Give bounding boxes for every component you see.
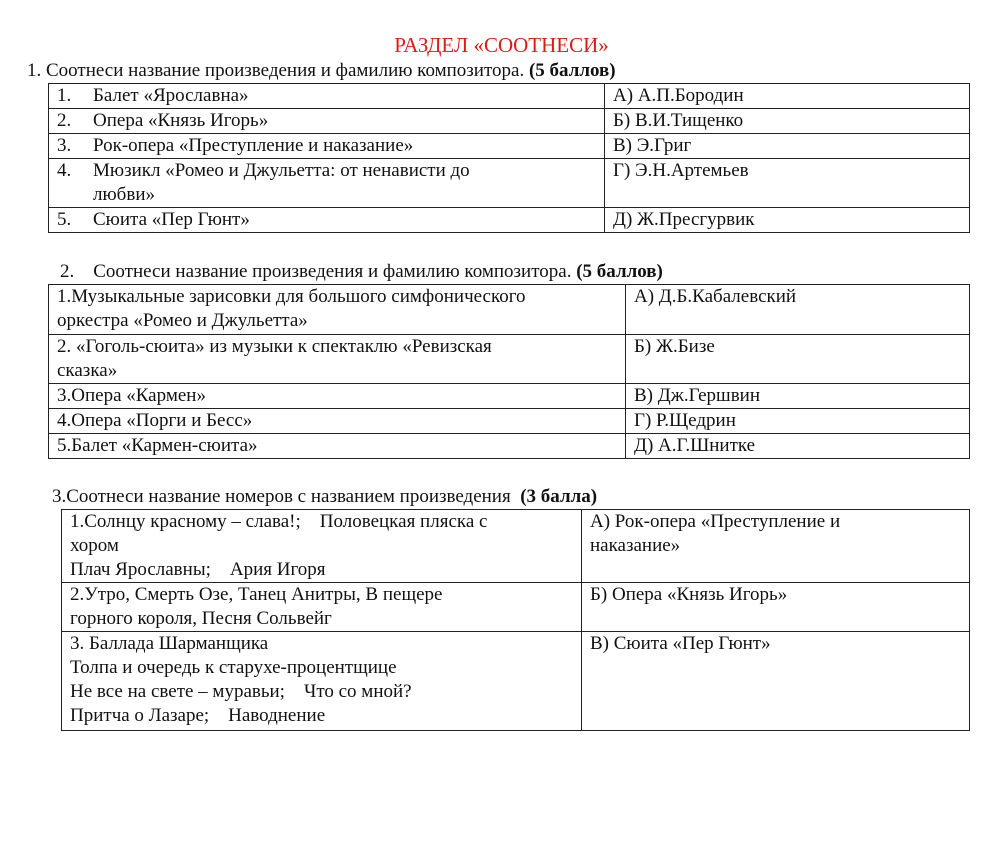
row-number: 2. xyxy=(57,110,72,131)
task1-right-cell: В) Э.Григ xyxy=(605,134,970,159)
table-row xyxy=(49,84,970,109)
task1-table xyxy=(48,83,970,233)
table-row xyxy=(62,583,970,632)
row-number: 4. xyxy=(57,160,72,181)
work-title: Рок-опера «Преступление и наказание» xyxy=(93,135,414,156)
task3-left-cell xyxy=(62,632,582,731)
number-list-line: 1.Солнцу красному – слава!; Половецкая пляска с xyxy=(70,511,488,532)
task1-heading-text: 1. Соотнеси название произведения и фамилию композитора. xyxy=(27,60,529,81)
number-list-line: хором xyxy=(70,535,119,556)
work-title-line: сказка» xyxy=(57,360,118,381)
task1-heading xyxy=(27,60,616,82)
table-row xyxy=(49,434,970,459)
number-list-line: горного короля, Песня Сольвейг xyxy=(70,608,332,629)
table-row xyxy=(49,384,970,409)
task2-right-cell: Д) А.Г.Шнитке xyxy=(626,434,970,459)
number-list-line: 3. Баллада Шарманщика xyxy=(70,633,269,654)
task2-left-cell: 4.Опера «Порги и Бесс» xyxy=(49,409,626,434)
row-number: 1. xyxy=(57,85,72,106)
task2-right-cell: Б) Ж.Бизе xyxy=(626,335,970,384)
table-row xyxy=(49,409,970,434)
number-list-line: Плач Ярославны; Ария Игоря xyxy=(70,559,326,580)
task2-heading-points: (5 баллов) xyxy=(576,261,663,282)
work-title-line: 1.Музыкальные зарисовки для большого симфонического xyxy=(57,286,526,307)
task2-left-cell: 5.Балет «Кармен-сюита» xyxy=(49,434,626,459)
work-title-line: 2. «Гоголь-сюита» из музыки к спектаклю «Ревизская xyxy=(57,336,492,357)
task2-heading-text: 2. Соотнеси название произведения и фамилию композитора. xyxy=(60,261,577,282)
table-row xyxy=(62,632,970,731)
section-title: РАЗДЕЛ «СООТНЕСИ» xyxy=(394,33,609,57)
task3-right-cell xyxy=(582,583,970,632)
table-row xyxy=(49,134,970,159)
table-row xyxy=(49,335,970,384)
task1-right-cell: Б) В.И.Тищенко xyxy=(605,109,970,134)
task2-right-cell: Г) Р.Щедрин xyxy=(626,409,970,434)
task3-heading-text: 3.Соотнеси название номеров с названием произведения xyxy=(52,486,521,507)
work-title-line: Б) Опера «Князь Игорь» xyxy=(590,584,788,605)
work-title: Сюита «Пер Гюнт» xyxy=(93,209,250,230)
work-title-continued: любви» xyxy=(93,184,155,205)
table-row xyxy=(49,208,970,233)
task2-left-cell: 3.Опера «Кармен» xyxy=(49,384,626,409)
task1-left-cell xyxy=(49,159,605,208)
task1-right-cell: А) А.П.Бородин xyxy=(605,84,970,109)
task3-heading xyxy=(52,486,597,508)
number-list-line: Толпа и очередь к старухе-процентщице xyxy=(70,657,397,678)
work-title: Мюзикл «Ромео и Джульетта: от ненависти до xyxy=(93,160,470,181)
task1-right-cell: Г) Э.Н.Артемьев xyxy=(605,159,970,208)
task2-left-cell xyxy=(49,335,626,384)
table-row xyxy=(62,510,970,583)
task3-left-cell xyxy=(62,583,582,632)
task3-heading-points: (3 балла) xyxy=(520,486,598,507)
task1-right-cell: Д) Ж.Пресгурвик xyxy=(605,208,970,233)
task2-heading xyxy=(60,261,663,283)
work-title-line: наказание» xyxy=(590,535,681,556)
task2-right-cell: А) Д.Б.Кабалевский xyxy=(626,285,970,335)
task2-table xyxy=(48,284,970,459)
work-title: Балет «Ярославна» xyxy=(93,85,249,106)
work-title-line: В) Сюита «Пер Гюнт» xyxy=(590,633,771,654)
number-list-line: Притча о Лазаре; Наводнение xyxy=(70,705,326,726)
work-title: Опера «Князь Игорь» xyxy=(93,110,269,131)
row-number: 5. xyxy=(57,209,72,230)
number-list-line: Не все на свете – муравьи; Что со мной? xyxy=(70,681,412,702)
number-list-line: 2.Утро, Смерть Озе, Танец Анитры, В пещере xyxy=(70,584,443,605)
work-title-line: оркестра «Ромео и Джульетта» xyxy=(57,310,308,331)
task3-right-cell xyxy=(582,632,970,731)
task1-heading-points: (5 баллов) xyxy=(528,60,616,81)
task3-right-cell xyxy=(582,510,970,583)
table-row xyxy=(49,159,970,208)
task1-left-cell xyxy=(49,109,605,134)
task1-left-cell xyxy=(49,134,605,159)
task1-left-cell xyxy=(49,84,605,109)
row-number: 3. xyxy=(57,135,72,156)
table-row xyxy=(49,285,970,335)
task2-left-cell xyxy=(49,285,626,335)
task3-table xyxy=(61,509,970,731)
task2-right-cell: В) Дж.Гершвин xyxy=(626,384,970,409)
task1-left-cell xyxy=(49,208,605,233)
work-title-line: А) Рок-опера «Преступление и xyxy=(590,511,841,532)
task3-left-cell xyxy=(62,510,582,583)
table-row xyxy=(49,109,970,134)
